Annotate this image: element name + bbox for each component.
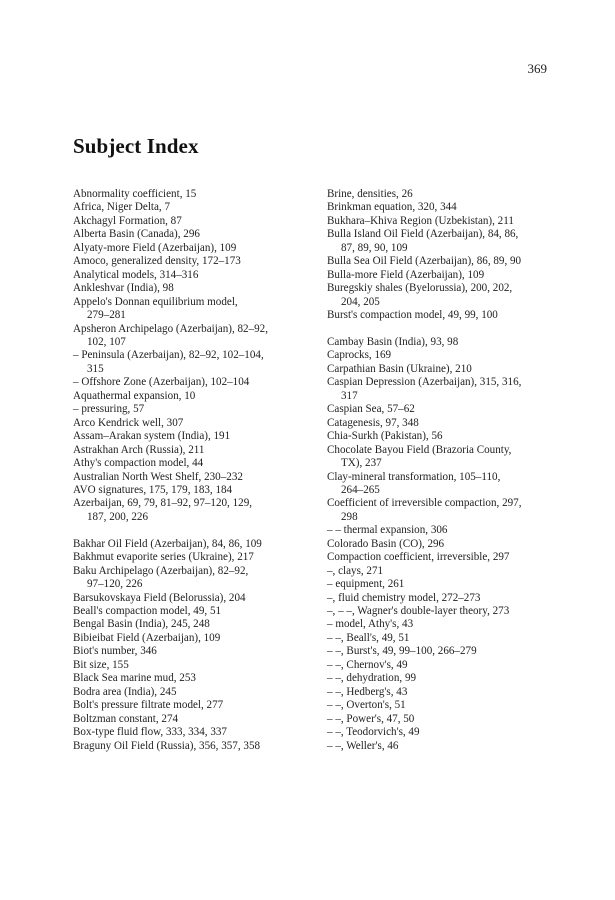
index-entry-continuation: 317 bbox=[341, 389, 358, 402]
index-entry: Bulla Sea Oil Field (Azerbaijan), 86, 89, 90 bbox=[327, 255, 522, 268]
index-entry: Ankleshvar (India), 98 bbox=[73, 282, 174, 295]
index-entry: Appelo's Donnan equilibrium model, bbox=[73, 295, 238, 308]
index-entry: Beall's compaction model, 49, 51 bbox=[73, 605, 222, 618]
index-entry: – –, Beall's, 49, 51 bbox=[327, 631, 410, 644]
index-entry: Bengal Basin (India), 245, 248 bbox=[73, 618, 210, 631]
index-entry: Akchagyl Formation, 87 bbox=[73, 214, 182, 227]
index-entry: Bukhara–Khiva Region (Uzbekistan), 211 bbox=[327, 214, 514, 227]
index-entry: Colorado Basin (CO), 296 bbox=[327, 537, 445, 550]
index-entry-continuation: 315 bbox=[87, 362, 104, 375]
index-entry: – model, Athy's, 43 bbox=[327, 618, 414, 631]
index-entry: –, – –, Wagner's double-layer theory, 273 bbox=[327, 605, 510, 618]
page-title: Subject Index bbox=[73, 134, 199, 158]
index-entry: Alberta Basin (Canada), 296 bbox=[73, 228, 200, 241]
index-entry: – –, Burst's, 49, 99–100, 266–279 bbox=[327, 645, 477, 658]
index-entry: Clay-mineral transformation, 105–110, bbox=[327, 470, 501, 483]
index-entry: – –, Power's, 47, 50 bbox=[327, 712, 415, 725]
index-entry: Bit size, 155 bbox=[73, 658, 129, 671]
index-entry: Compaction coefficient, irreversible, 297 bbox=[327, 551, 510, 564]
index-entry: Box-type fluid flow, 333, 334, 337 bbox=[73, 726, 227, 739]
index-entry: Chia-Surkh (Pakistan), 56 bbox=[327, 430, 443, 443]
index-entry: Cambay Basin (India), 93, 98 bbox=[327, 335, 459, 348]
index-column-right bbox=[327, 188, 577, 753]
index-entry: – – thermal expansion, 306 bbox=[327, 524, 448, 537]
index-entry-continuation: 87, 89, 90, 109 bbox=[341, 241, 408, 254]
index-entry: Athy's compaction model, 44 bbox=[73, 457, 204, 470]
index-entry: –, fluid chemistry model, 272–273 bbox=[327, 591, 481, 604]
index-entry-continuation: 97–120, 226 bbox=[87, 578, 143, 591]
index-entry-continuation: 102, 107 bbox=[87, 335, 126, 348]
index-entry: Carpathian Basin (Ukraine), 210 bbox=[327, 362, 472, 375]
index-entry: Apsheron Archipelago (Azerbaijan), 82–92, bbox=[73, 322, 269, 335]
index-entry: Barsukovskaya Field (Belorussia), 204 bbox=[73, 591, 246, 604]
index-group-gap bbox=[73, 524, 313, 537]
index-entry: Bakhar Oil Field (Azerbaijan), 84, 86, 109 bbox=[73, 537, 262, 550]
index-entry: – Offshore Zone (Azerbaijan), 102–104 bbox=[73, 376, 250, 389]
index-entry: Braguny Oil Field (Russia), 356, 357, 358 bbox=[73, 739, 261, 752]
index-column-left bbox=[73, 188, 313, 753]
index-entry: Biot's number, 346 bbox=[73, 645, 157, 658]
index-entry: Brine, densities, 26 bbox=[327, 188, 413, 200]
index-entry: Baku Archipelago (Azerbaijan), 82–92, bbox=[73, 564, 249, 577]
index-entry: – equipment, 261 bbox=[327, 578, 405, 591]
index-entry: Brinkman equation, 320, 344 bbox=[327, 201, 457, 214]
index-entry: –, clays, 271 bbox=[327, 564, 384, 577]
index-entry: Caprocks, 169 bbox=[327, 349, 392, 362]
index-entry: – Peninsula (Azerbaijan), 82–92, 102–104, bbox=[73, 349, 264, 362]
index-entry: Catagenesis, 97, 348 bbox=[327, 416, 419, 429]
index-entry-continuation: 187, 200, 226 bbox=[87, 510, 149, 523]
index-entry: – –, Overton's, 51 bbox=[327, 699, 406, 712]
index-entry: – –, Chernov's, 49 bbox=[327, 658, 408, 671]
index-entry: Alyaty-more Field (Azerbaijan), 109 bbox=[73, 241, 237, 254]
index-entry: Australian North West Shelf, 230–232 bbox=[73, 470, 243, 483]
index-entry: Boltzman constant, 274 bbox=[73, 712, 179, 725]
index-entry: Azerbaijan, 69, 79, 81–92, 97–120, 129, bbox=[73, 497, 253, 510]
index-entry: Burst's compaction model, 49, 99, 100 bbox=[327, 309, 498, 322]
index-entry-continuation: 204, 205 bbox=[341, 295, 380, 308]
index-entry: Amoco, generalized density, 172–173 bbox=[73, 255, 241, 268]
index-entry: – –, dehydration, 99 bbox=[327, 672, 417, 685]
index-entry: Aquathermal expansion, 10 bbox=[73, 389, 196, 402]
index-group-gap bbox=[327, 323, 577, 336]
index-entry: Abnormality coefficient, 15 bbox=[73, 188, 197, 200]
index-entry: Bulla Island Oil Field (Azerbaijan), 84, 86, bbox=[327, 228, 519, 241]
index-entry: Bolt's pressure filtrate model, 277 bbox=[73, 699, 224, 712]
index-entry: Buregskiy shales (Byelorussia), 200, 202, bbox=[327, 282, 513, 295]
index-entry-continuation: 279–281 bbox=[87, 309, 126, 322]
index-entry: Analytical models, 314–316 bbox=[73, 268, 199, 281]
index-entry: Bakhmut evaporite series (Ukraine), 217 bbox=[73, 551, 254, 564]
index-entry: Astrakhan Arch (Russia), 211 bbox=[73, 443, 205, 456]
index-entry-continuation: TX), 237 bbox=[341, 457, 382, 470]
index-entry: – pressuring, 57 bbox=[73, 403, 145, 416]
index-entry: AVO signatures, 175, 179, 183, 184 bbox=[73, 483, 233, 496]
index-entry: Arco Kendrick well, 307 bbox=[73, 416, 184, 429]
index-entry: Chocolate Bayou Field (Brazoria County, bbox=[327, 443, 512, 456]
index-entry: – –, Teodorvich's, 49 bbox=[327, 726, 420, 739]
index-entry: Assam–Arakan system (India), 191 bbox=[73, 430, 231, 443]
index-entry: Caspian Sea, 57–62 bbox=[327, 403, 415, 416]
index-entry: Bulla-more Field (Azerbaijan), 109 bbox=[327, 268, 485, 281]
index-entry: Black Sea marine mud, 253 bbox=[73, 672, 196, 685]
index-entry: Bodra area (India), 245 bbox=[73, 685, 177, 698]
page-number: 369 bbox=[527, 61, 547, 76]
index-entry-continuation: 298 bbox=[341, 510, 358, 523]
index-entry: – –, Hedberg's, 43 bbox=[327, 685, 408, 698]
index-entry: Africa, Niger Delta, 7 bbox=[73, 201, 171, 214]
index-entry-continuation: 264–265 bbox=[341, 483, 380, 496]
index-entry: – –, Weller's, 46 bbox=[327, 739, 399, 752]
index-entry: Bibieibat Field (Azerbaijan), 109 bbox=[73, 631, 221, 644]
index-entry: Caspian Depression (Azerbaijan), 315, 316, bbox=[327, 376, 522, 389]
index-entry: Coefficient of irreversible compaction, 297, bbox=[327, 497, 522, 510]
